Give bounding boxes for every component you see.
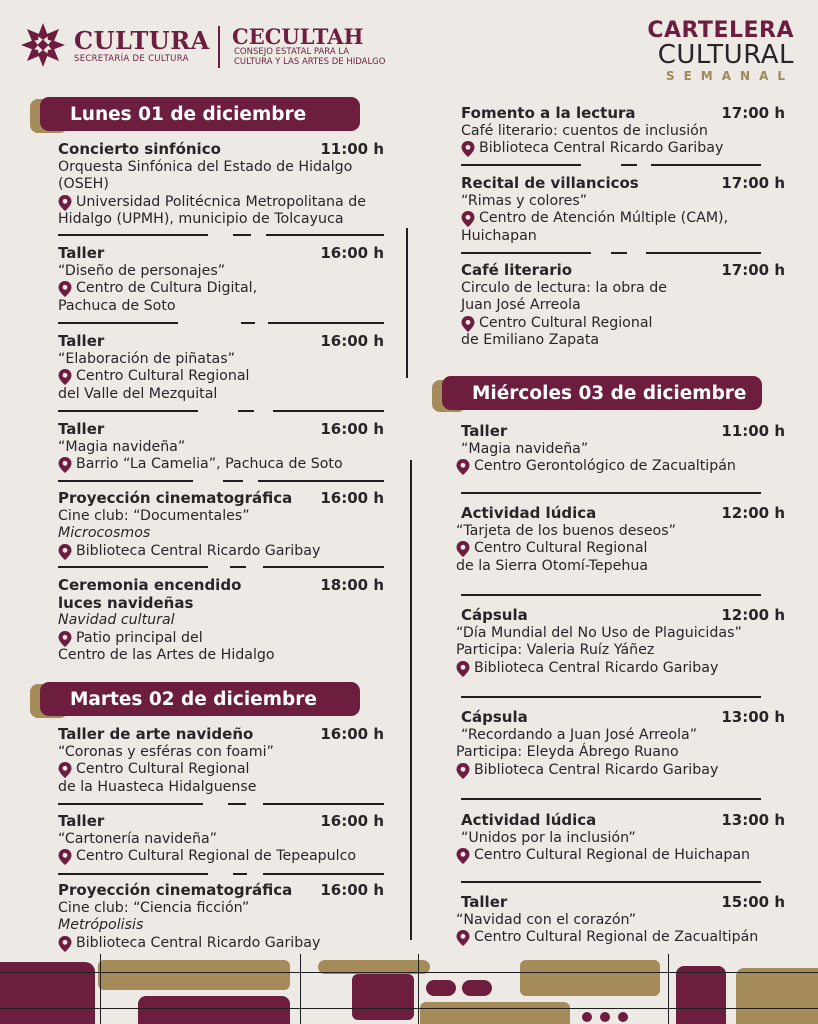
location-text-2: Pachuca de Soto	[58, 297, 176, 314]
location-text: Centro Cultural Regional	[479, 314, 653, 331]
event-detail: Cine club: “Documentales”	[58, 507, 250, 524]
event-location	[456, 847, 785, 865]
cartelera-line1: CARTELERA	[647, 18, 794, 43]
deco-block	[618, 1012, 628, 1022]
event-type: Taller	[461, 893, 508, 911]
deco-line	[100, 954, 101, 1024]
event-cafe-literario	[461, 262, 785, 350]
event-actividad-inclusion	[461, 812, 785, 865]
event-participant: Participa: Valeria Ruíz Yáñez	[456, 642, 655, 658]
location-text: Patio principal del	[76, 629, 203, 646]
event-detail: “Magia navideña”	[461, 440, 589, 457]
separator	[461, 696, 761, 698]
location-text: Centro Gerontológico de Zacualtipán	[474, 458, 736, 474]
location-text-2: Hidalgo (UPMH), municipio de Tolcayuca	[58, 211, 344, 227]
event-participant: Participa: Eleyda Ábrego Ruano	[456, 744, 679, 760]
event-detail: “Elaboración de piñatas”	[58, 350, 235, 367]
map-pin-icon	[456, 541, 470, 557]
cecultah-subtitle	[234, 47, 385, 67]
event-type: Taller	[58, 420, 105, 438]
event-film-title: Metrópolisis	[58, 917, 144, 933]
cultura-subtitle: SECRETARÍA DE CULTURA	[74, 54, 189, 64]
location-text-2: de la Sierra Otomí-Tepehua	[456, 557, 649, 574]
event-detail: “Coronas y esféras con foami”	[58, 743, 274, 760]
map-pin-icon	[456, 459, 470, 475]
event-capsula-plaguicidas	[456, 606, 785, 677]
event-time: 17:00 h	[721, 104, 785, 122]
separator	[58, 322, 384, 324]
map-pin-icon	[58, 849, 72, 865]
event-location	[456, 540, 785, 558]
map-pin-icon	[58, 195, 72, 211]
event-film-title: Microcosmos	[58, 525, 151, 541]
column-divider	[406, 228, 408, 378]
event-time: 16:00 h	[320, 420, 384, 438]
location-text: Centro Cultural Regional de Huichapan	[474, 847, 751, 863]
map-pin-icon	[58, 631, 72, 647]
deco-line	[668, 954, 669, 1024]
event-detail: “Recordando a Juan José Arreola”	[461, 726, 698, 743]
event-subtitle: Navidad cultural	[58, 612, 175, 628]
event-recital-villancicos	[461, 175, 785, 245]
location-text: Centro Cultural Regional de Tepeapulco	[76, 848, 357, 864]
event-location	[58, 280, 384, 298]
map-pin-icon	[58, 762, 72, 778]
deco-block	[520, 960, 660, 996]
event-time: 15:00 h	[721, 893, 785, 911]
location-text-2: Huichapan	[461, 227, 537, 244]
location-text: Barrio “La Camelia”, Pachuca de Soto	[76, 456, 343, 472]
separator	[461, 492, 761, 494]
map-pin-icon	[58, 936, 72, 952]
event-type: Taller	[461, 422, 508, 440]
event-detail: “Navidad con el corazón”	[456, 911, 637, 928]
map-pin-icon	[456, 661, 470, 677]
event-type: Cápsula	[461, 708, 528, 726]
event-time: 18:00 h	[320, 576, 384, 594]
separator	[58, 873, 384, 875]
event-taller-diseno	[58, 245, 384, 315]
cultura-logo-text: CULTURA	[74, 26, 210, 55]
event-detail: “Unidos por la inclusión”	[461, 829, 636, 846]
event-detail: “Rimas y colores”	[461, 192, 588, 209]
separator	[58, 803, 384, 805]
location-text-2: de la Huasteca Hidalguense	[58, 778, 257, 795]
map-pin-icon	[58, 369, 72, 385]
map-pin-icon	[58, 281, 72, 297]
location-text-2: de Emiliano Zapata	[461, 332, 600, 348]
day-header-martes	[30, 682, 360, 720]
map-pin-icon	[461, 316, 475, 332]
event-detail: Cine club: “Ciencia ficción”	[58, 899, 250, 916]
location-text: Centro Cultural Regional	[76, 368, 250, 384]
deco-block	[600, 1012, 610, 1022]
event-taller-pinatas	[58, 333, 384, 403]
event-location	[58, 761, 384, 779]
event-time: 17:00 h	[721, 261, 785, 279]
event-actividad-tarjeta	[456, 504, 785, 575]
event-time: 13:00 h	[721, 708, 785, 726]
event-detail: “Día Mundial del No Uso de Plaguicidas”	[456, 624, 742, 641]
event-type: Proyección cinematográfica	[58, 489, 293, 507]
cecultah-subtitle-line1: CONSEJO ESTATAL PARA LA	[234, 47, 350, 57]
event-type: Taller	[58, 332, 105, 350]
location-text: Centro de Atención Múltiple (CAM),	[479, 210, 729, 226]
cartelera-line2: CULTURAL	[657, 40, 794, 70]
event-type: Café literario	[461, 261, 573, 279]
deco-line	[0, 1008, 818, 1009]
day-pill: Martes 02 de diciembre	[40, 682, 360, 716]
event-type: Ceremonia encendido luces navideñas	[58, 576, 242, 612]
location-text-2: Centro de las Artes de Hidalgo	[58, 647, 275, 663]
event-time: 16:00 h	[320, 332, 384, 350]
event-type: Cápsula	[461, 606, 528, 624]
deco-block	[462, 980, 492, 996]
event-time: 13:00 h	[721, 811, 785, 829]
event-capsula-arreola	[456, 708, 785, 779]
event-time: 11:00 h	[721, 422, 785, 440]
event-detail: (OSEH)	[58, 176, 109, 192]
event-type: Fomento a la lectura	[461, 104, 636, 122]
event-detail: “Cartonería navideña”	[58, 830, 218, 847]
event-time: 16:00 h	[320, 812, 384, 830]
location-text: Centro Cultural Regional	[76, 761, 250, 777]
event-location	[58, 848, 384, 866]
location-text: Centro Cultural Regional de Zacualtipán	[474, 929, 759, 945]
event-time: 17:00 h	[721, 174, 785, 192]
event-taller-cartoneria	[58, 813, 384, 866]
map-pin-icon	[461, 141, 475, 157]
map-pin-icon	[456, 930, 470, 946]
event-concierto-sinfonico	[58, 141, 384, 229]
event-type: Taller de arte navideño	[58, 725, 254, 743]
location-text: Biblioteca Central Ricardo Garibay	[76, 934, 321, 951]
event-fomento-lectura	[461, 105, 785, 158]
deco-block	[736, 968, 818, 1024]
event-time: 16:00 h	[320, 244, 384, 262]
deco-line	[0, 972, 818, 973]
deco-block	[426, 980, 456, 996]
event-detail: Juan José Arreola	[461, 297, 581, 313]
cecultah-logo-text: CECULTAH	[232, 24, 364, 49]
event-location	[456, 929, 785, 947]
deco-block	[420, 1002, 570, 1024]
location-text: Biblioteca Central Ricardo Garibay	[474, 659, 719, 676]
event-type: Taller	[58, 244, 105, 262]
event-time: 16:00 h	[320, 489, 384, 507]
cecultah-subtitle-line2: CULTURA Y LAS ARTES DE HIDALGO	[234, 57, 386, 67]
event-detail: “Tarjeta de los buenos deseos”	[456, 522, 676, 539]
deco-block	[676, 966, 726, 1024]
cartelera-line3: SEMANAL	[665, 69, 794, 83]
day-pill: Miércoles 03 de diciembre	[442, 376, 762, 410]
header	[0, 0, 818, 90]
event-type: Actividad lúdica	[461, 504, 597, 522]
event-location	[58, 194, 384, 212]
event-time: 16:00 h	[320, 881, 384, 899]
deco-line	[418, 954, 419, 1024]
day-header-lunes	[30, 97, 360, 135]
separator	[461, 798, 761, 800]
event-type: Concierto sinfónico	[58, 140, 221, 158]
event-type: Taller	[58, 812, 105, 830]
day-pill: Lunes 01 de diciembre	[40, 97, 360, 131]
decorative-footer	[0, 954, 818, 1024]
event-location	[58, 543, 384, 561]
event-time: 16:00 h	[320, 725, 384, 743]
deco-block	[352, 974, 414, 1020]
event-detail: “Diseño de personajes”	[58, 262, 226, 279]
location-text-2: del Valle del Mezquital	[58, 385, 218, 402]
separator	[58, 234, 384, 236]
event-detail: “Magia navideña”	[58, 438, 186, 455]
event-time: 12:00 h	[721, 504, 785, 522]
deco-block	[138, 996, 290, 1024]
flower-star-logo-icon	[20, 22, 66, 68]
location-text: Centro de Cultura Digital,	[76, 280, 258, 296]
column-divider	[410, 460, 412, 940]
map-pin-icon	[58, 457, 72, 473]
event-taller-navidad-corazon	[456, 893, 785, 947]
event-detail: Café literario: cuentos de inclusión	[461, 122, 708, 139]
location-text: Biblioteca Central Ricardo Garibay	[479, 140, 724, 156]
separator	[58, 480, 384, 482]
separator	[461, 252, 761, 254]
event-location	[461, 315, 785, 333]
deco-line	[300, 954, 301, 1024]
event-location	[456, 660, 785, 678]
separator	[461, 594, 761, 596]
event-taller-magia-zacualtipan	[461, 423, 785, 476]
event-detail: Circulo de lectura: la obra de	[461, 279, 667, 296]
day-header-miercoles	[432, 376, 772, 414]
event-location	[58, 456, 384, 474]
map-pin-icon	[456, 848, 470, 864]
event-type: Actividad lúdica	[461, 811, 597, 829]
event-location	[461, 210, 785, 228]
separator	[58, 566, 384, 568]
event-time: 12:00 h	[721, 606, 785, 624]
location-text: Universidad Politécnica Metropolitana de	[76, 193, 366, 210]
separator	[58, 410, 384, 412]
event-type: Proyección cinematográfica	[58, 881, 293, 899]
location-text: Biblioteca Central Ricardo Garibay	[76, 542, 321, 559]
deco-block	[98, 960, 290, 990]
separator	[461, 164, 761, 166]
event-taller-magia	[58, 421, 384, 474]
event-time: 11:00 h	[320, 140, 384, 158]
event-location	[58, 935, 384, 953]
map-pin-icon	[58, 544, 72, 560]
map-pin-icon	[461, 211, 475, 227]
event-type: Recital de villancicos	[461, 174, 639, 192]
separator	[461, 881, 761, 883]
event-location	[461, 140, 785, 158]
event-proyeccion-documentales	[58, 490, 384, 560]
event-proyeccion-ciencia-ficcion	[58, 882, 384, 952]
event-detail: Orquesta Sinfónica del Estado de Hidalgo	[58, 158, 353, 175]
event-ceremonia-luces	[58, 577, 384, 665]
event-location	[58, 368, 384, 386]
map-pin-icon	[456, 763, 470, 779]
event-location	[58, 630, 384, 648]
event-location	[456, 458, 785, 476]
event-taller-arte-navideno	[58, 726, 384, 796]
location-text: Biblioteca Central Ricardo Garibay	[474, 761, 719, 778]
cartelera-title	[647, 20, 794, 82]
event-location	[456, 762, 785, 780]
logo-separator	[218, 26, 220, 68]
location-text: Centro Cultural Regional	[474, 540, 648, 556]
deco-block	[582, 1012, 592, 1022]
